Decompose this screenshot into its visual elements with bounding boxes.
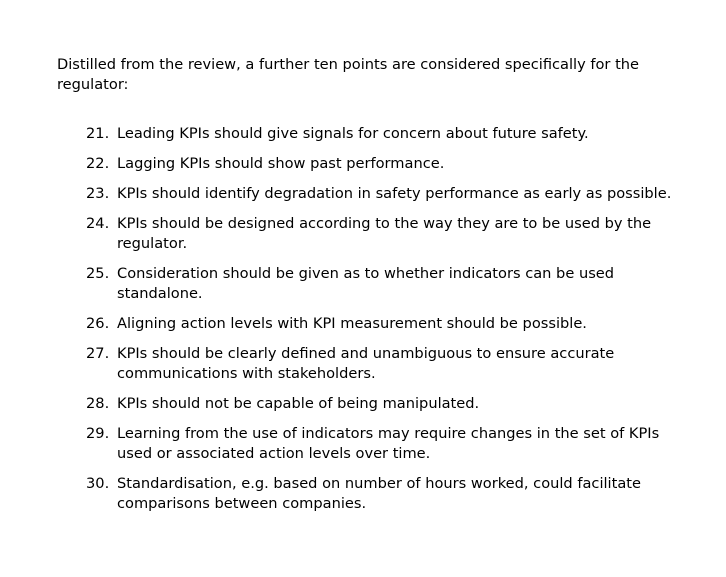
item-number: 25. — [86, 265, 110, 282]
list-item — [86, 124, 686, 144]
item-number: 24. — [86, 215, 110, 232]
list-item — [86, 154, 686, 174]
item-number: 30. — [86, 475, 110, 492]
list-item — [86, 184, 686, 204]
intro-paragraph: Distilled from the review, a further ten points are considered specifically for the regulator: — [57, 56, 640, 93]
list-item — [86, 214, 686, 254]
item-number: 22. — [86, 155, 110, 172]
list-item — [86, 424, 686, 464]
item-text: Leading KPIs should give signals for concern about future safety. — [117, 125, 589, 142]
item-text: KPIs should be designed according to the way they are to be used by the regulator. — [117, 215, 652, 252]
list-item — [86, 264, 686, 304]
item-number: 27. — [86, 345, 110, 362]
item-number: 21. — [86, 125, 110, 142]
list-item — [86, 344, 686, 384]
item-text: Lagging KPIs should show past performance. — [117, 155, 445, 172]
item-text: KPIs should be clearly defined and unambiguous to ensure accurate communications with stakeholders. — [117, 345, 615, 382]
item-number: 23. — [86, 185, 110, 202]
list-item — [86, 394, 686, 414]
regulator-points-list — [86, 124, 686, 524]
list-item — [86, 314, 686, 334]
item-text: Learning from the use of indicators may require changes in the set of KPIs used or associated action levels over time. — [117, 425, 660, 462]
item-text: Aligning action levels with KPI measurement should be possible. — [117, 315, 587, 332]
item-text: KPIs should identify degradation in safety performance as early as possible. — [117, 185, 672, 202]
item-number: 26. — [86, 315, 110, 332]
list-item — [86, 474, 686, 514]
item-number: 29. — [86, 425, 110, 442]
item-text: Consideration should be given as to whether indicators can be used standalone. — [117, 265, 615, 302]
item-text: Standardisation, e.g. based on number of hours worked, could facilitate comparisons between companies. — [117, 475, 641, 512]
item-text: KPIs should not be capable of being manipulated. — [117, 395, 480, 412]
item-number: 28. — [86, 395, 110, 412]
